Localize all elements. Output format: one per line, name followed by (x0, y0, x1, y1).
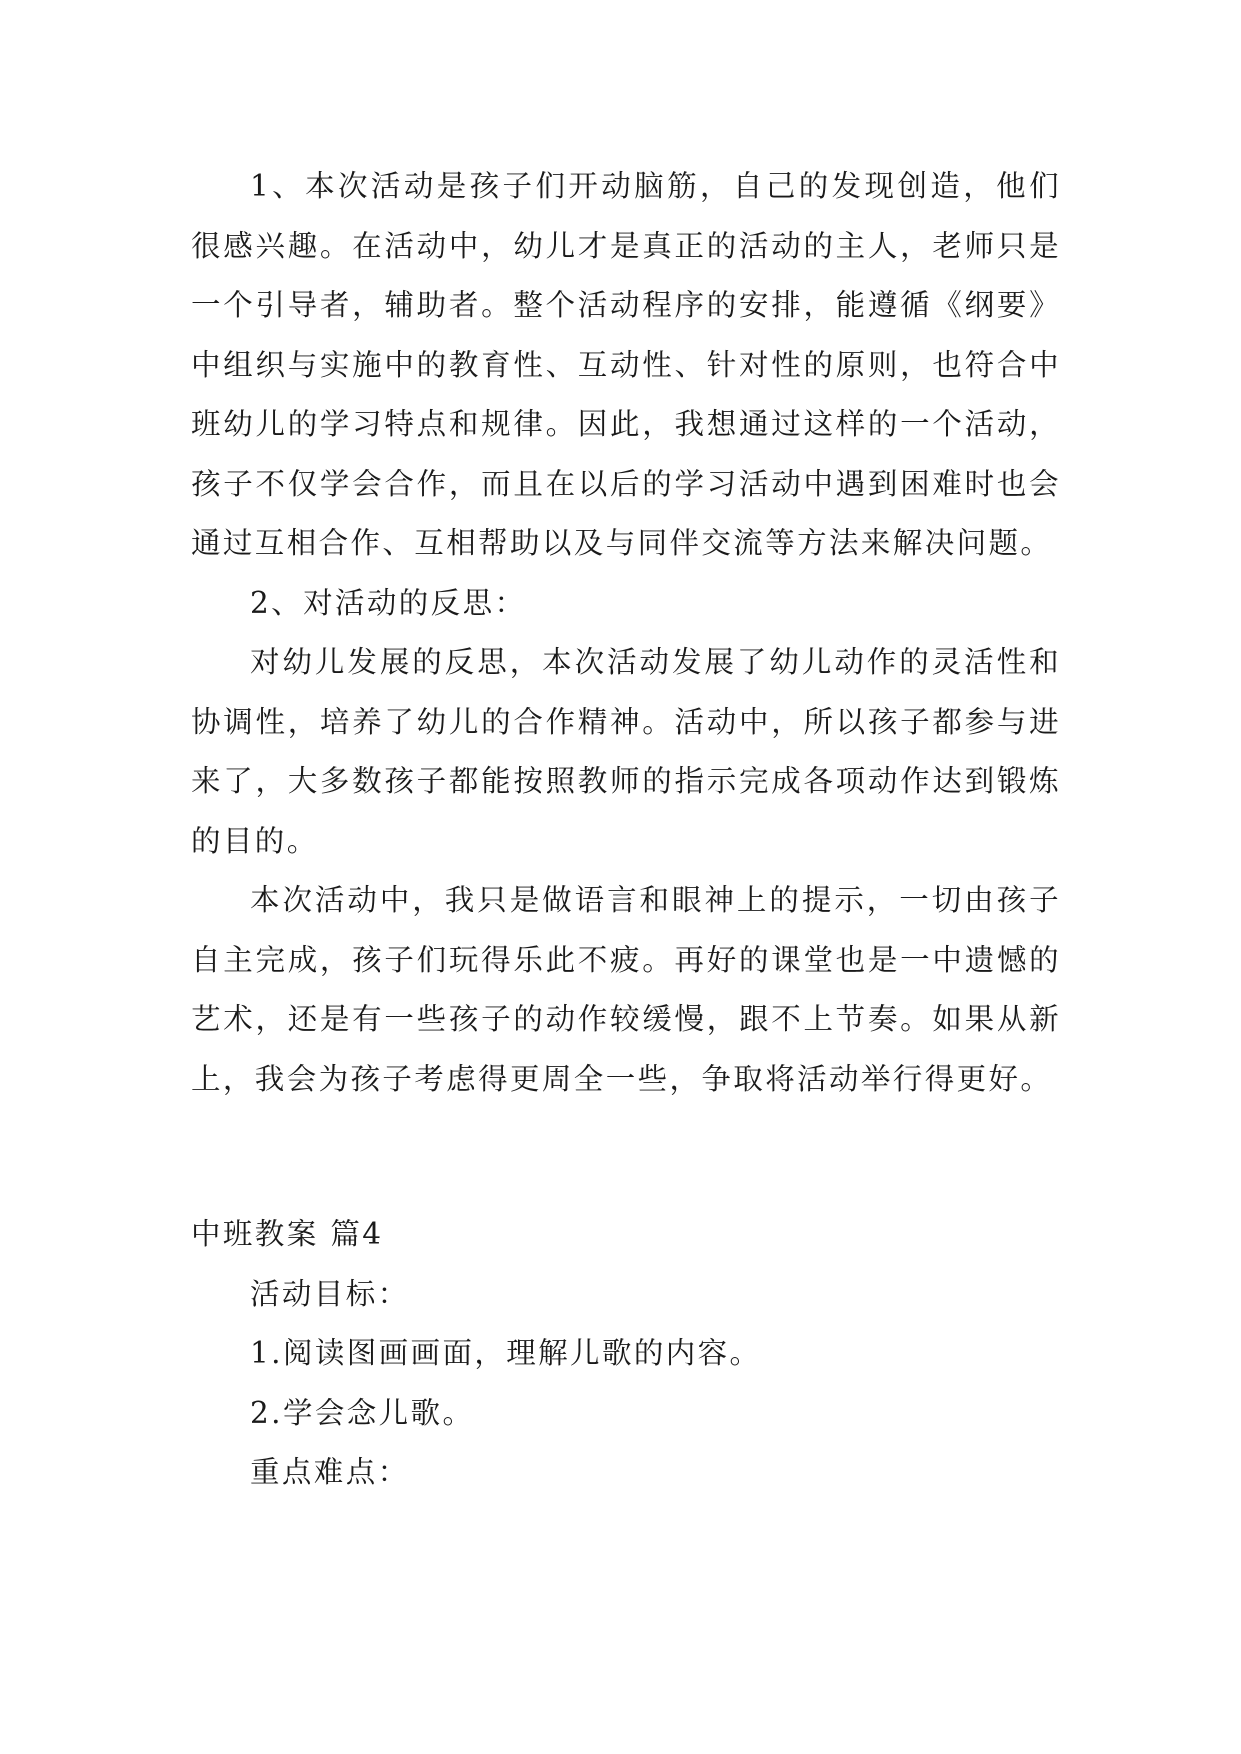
document-body (191, 157, 1061, 1503)
paragraph-child-development: 对幼儿发展的反思，本次活动发展了幼儿动作的灵活性和协调性，培养了幼儿的合作精神。活动中，所以孩子都参与进来了，大多数孩子都能按照教师的指示完成各项动作达到锻炼的目的。 (191, 645, 1061, 858)
paragraph-activity-goals: 活动目标： (250, 1276, 410, 1311)
paragraph-teacher-reflection: 本次活动中，我只是做语言和眼神上的提示，一切由孩子自主完成，孩子们玩得乐此不疲。再好的课堂也是一中遗憾的艺术，还是有一些孩子的动作较缓慢，跟不上节奏。如果从新上，我会为孩子考虑得更周全一些，争取将活动举行得更好。 (191, 883, 1061, 1096)
paragraph-reflection-heading: 2、对活动的反思： (250, 585, 527, 620)
section-heading: 中班教案 篇4 (191, 1217, 384, 1251)
paragraph-reflection-1: 1、本次活动是孩子们开动脑筋，自己的发现创造，他们很感兴趣。在活动中，幼儿才是真正的活动的主人，老师只是一个引导者，辅助者。整个活动程序的安排，能遵循《纲要》中组织与实施中的教育性、互动性、针对性的原则，也符合中班幼儿的学习特点和规律。因此，我想通过这样的一个活动，孩子不仅学会合作，而且在以后的学习活动中遇到困难时也会通过互相合作、互相帮助以及与同伴交流等方法来解决问题。 (191, 169, 1061, 560)
paragraph-key-points: 重点难点： (250, 1455, 410, 1489)
paragraph-goal-2: 2.学会念儿歌。 (250, 1395, 475, 1430)
paragraph-goal-1: 1.阅读图画画面，理解儿歌的内容。 (250, 1336, 762, 1370)
